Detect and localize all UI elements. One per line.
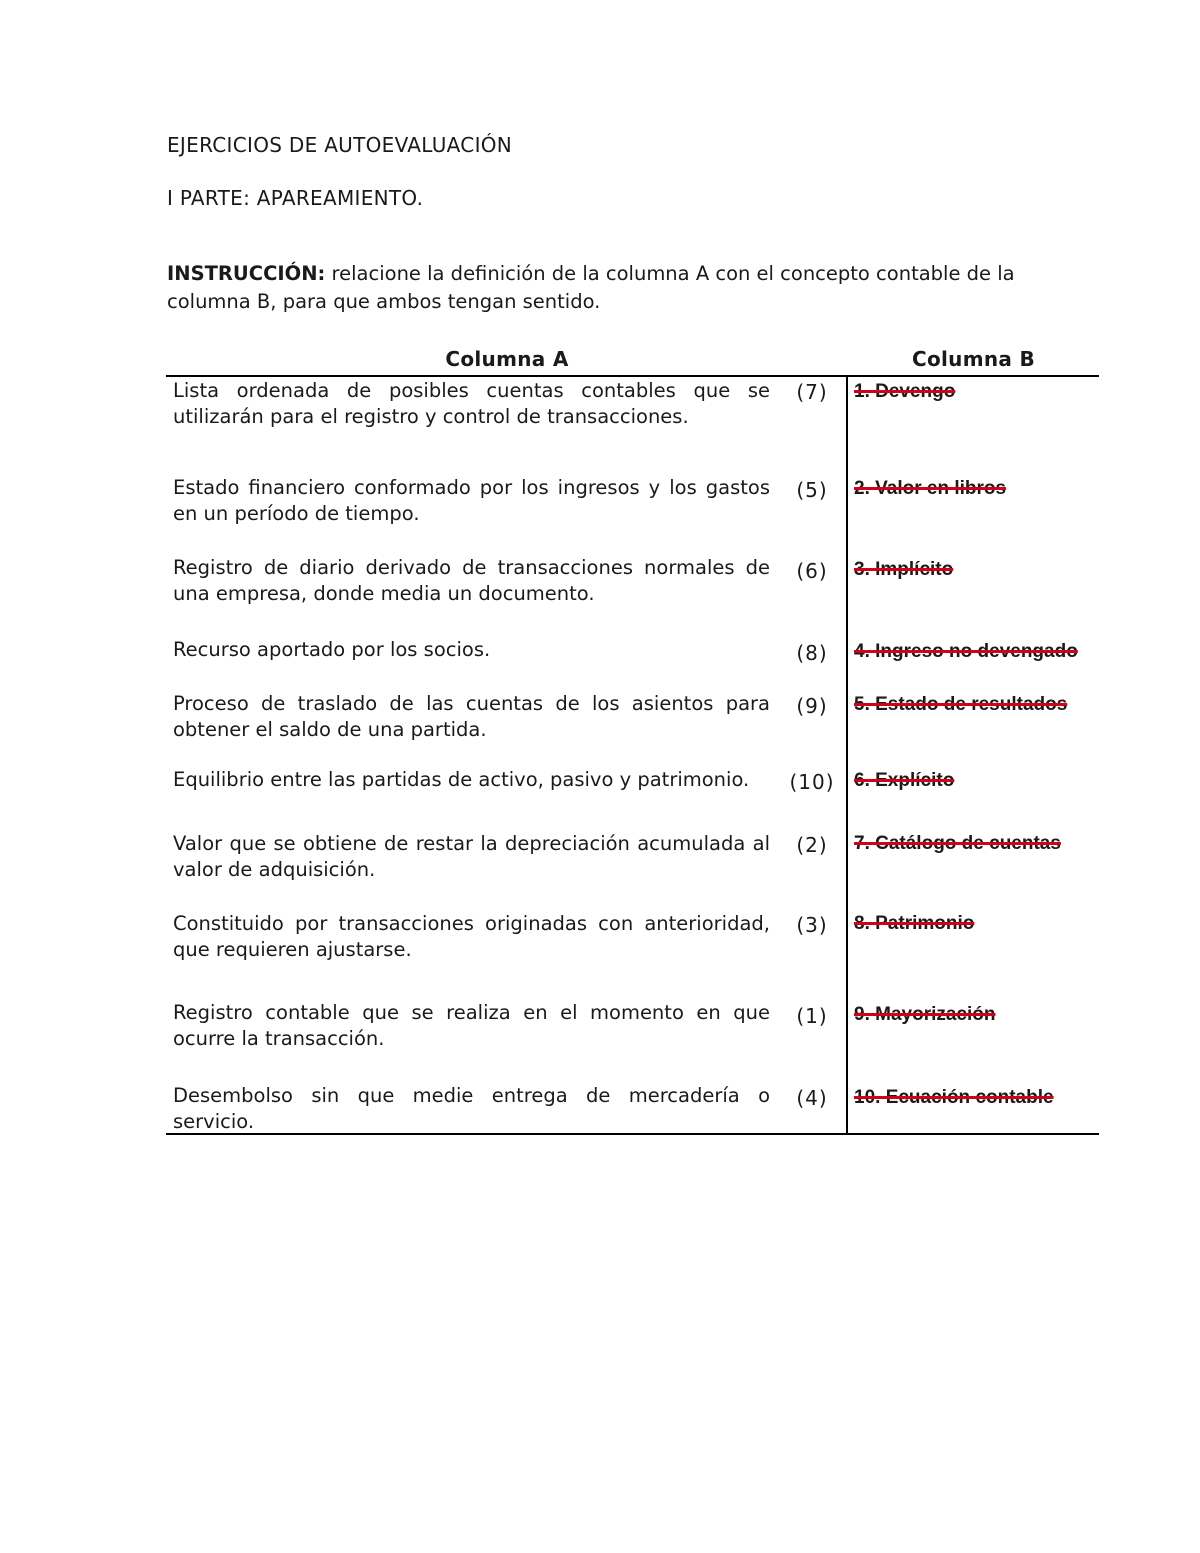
definition-7: Valor que se obtiene de restar la depreciación acumulada al valor de adquisición. (173, 832, 770, 881)
answer-2: (5) (796, 478, 828, 502)
definition-10: Desembolso sin que medie entrega de mercadería o servicio. (173, 1084, 770, 1133)
concept-7: 7. Catálogo de cuentas (854, 833, 1061, 854)
answer-6: (10) (789, 770, 835, 794)
concept-8: 8. Patrimonio (854, 913, 975, 934)
concept-2: 2. Valor en libros (854, 478, 1007, 499)
definition-5: Proceso de traslado de las cuentas de los asientos para obtener el saldo de una partida. (173, 692, 770, 741)
concept-4: 4. Ingreso no devengado (854, 641, 1078, 662)
concept-10: 10. Ecuación contable (854, 1087, 1054, 1108)
answer-4: (8) (796, 641, 828, 665)
answer-9: (1) (796, 1004, 828, 1028)
definition-6: Equilibrio entre las partidas de activo, pasivo y patrimonio. (173, 768, 750, 791)
instruction-text: relacione la definición de la columna A con el concepto contable de la columna B, para que ambos tengan sentido. (167, 262, 1015, 313)
instruction-label: INSTRUCCIÓN: (167, 262, 326, 285)
answer-1: (7) (796, 380, 828, 404)
page-title: EJERCICIOS DE AUTOEVALUACIÓN (167, 133, 513, 157)
section-heading: I PARTE: APAREAMIENTO. (167, 186, 424, 210)
definition-2: Estado financiero conformado por los ingresos y los gastos en un período de tiempo. (173, 476, 770, 525)
definition-3: Registro de diario derivado de transacciones normales de una empresa, donde media un documento. (173, 556, 770, 605)
matching-table (166, 347, 1099, 1137)
column-divider (846, 375, 848, 1133)
concept-5: 5. Estado de resultados (854, 694, 1068, 715)
concept-6: 6. Explícito (854, 770, 955, 791)
definition-1: Lista ordenada de posibles cuentas contables que se utilizarán para el registro y control de transacciones. (173, 379, 770, 428)
concept-3: 3. Implícito (854, 559, 954, 580)
instruction-paragraph (167, 260, 1067, 316)
concept-1: 1. Devengo (854, 381, 956, 402)
answer-8: (3) (796, 913, 828, 937)
definition-4: Recurso aportado por los socios. (173, 638, 491, 661)
definition-8: Constituido por transacciones originadas con anterioridad, que requieren ajustarse. (173, 912, 770, 961)
table-top-rule (166, 375, 1099, 377)
answer-10: (4) (796, 1086, 828, 1110)
concept-9: 9. Mayorización (854, 1004, 996, 1025)
column-a-header: Columna A (445, 347, 569, 371)
answer-7: (2) (796, 833, 828, 857)
column-b-header: Columna B (912, 347, 1035, 371)
answer-5: (9) (796, 694, 828, 718)
answer-3: (6) (796, 559, 828, 583)
definition-9: Registro contable que se realiza en el momento en que ocurre la transacción. (173, 1001, 770, 1050)
